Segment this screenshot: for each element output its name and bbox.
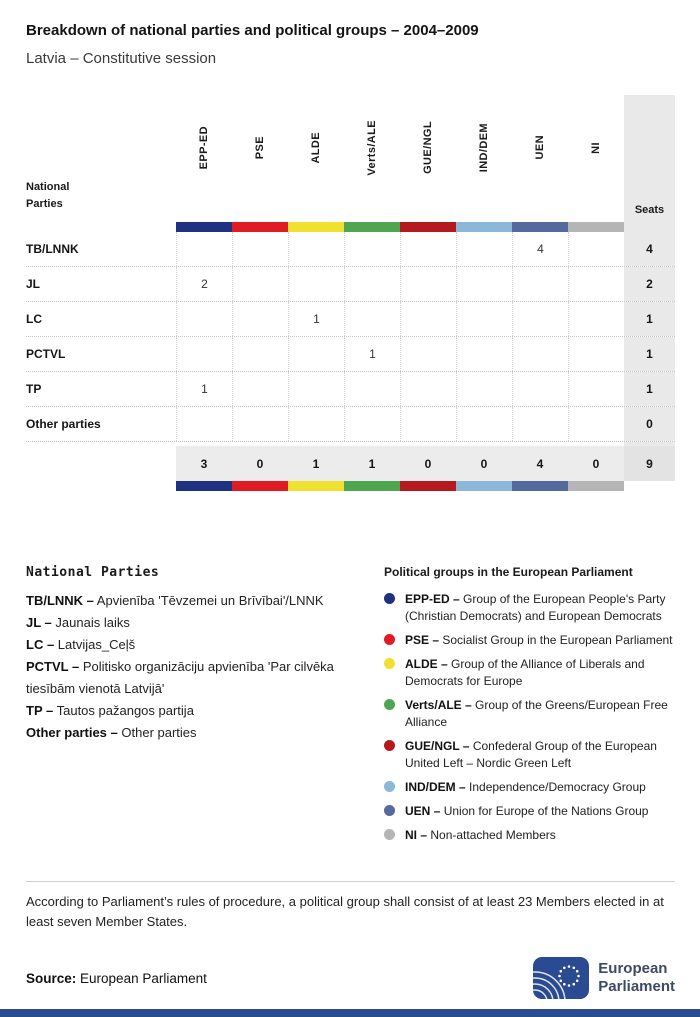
epp-ed-color-dot [384,593,395,604]
seat-cell [344,267,400,301]
page-subtitle: Latvia – Constitutive session [26,50,217,67]
national-parties-legend [26,565,384,851]
seats-total-cell: 0 [624,407,675,441]
seat-cell [456,372,512,406]
seat-cell [176,337,232,371]
seat-cell: 1 [344,337,400,371]
seat-cell [232,232,288,266]
grand-total-seats: 9 [624,446,675,481]
legend-item-jl: JL – Jaunais laiks [26,615,130,630]
seat-cell [456,302,512,336]
total-cell: 4 [512,446,568,481]
seat-cell [176,407,232,441]
column-header-ni: NI [590,141,602,154]
table-row-lc [26,302,675,337]
total-cell: 3 [176,446,232,481]
legend-item-tp: TP – Tautos pažangos partija [26,703,194,718]
seat-cell [568,337,624,371]
seat-cell [568,232,624,266]
seat-cell [400,372,456,406]
column-header-uen: UEN [534,135,546,160]
seat-cell [512,372,568,406]
seat-cell [512,267,568,301]
gue-ngl-color-dot [384,740,395,751]
party-label: Other parties [26,417,101,431]
total-cell: 1 [344,446,400,481]
seat-cell [400,302,456,336]
legend-section [26,565,675,851]
seat-cell: 1 [176,372,232,406]
party-label: LC [26,312,42,326]
table-row-tb-lnnk [26,232,675,267]
seat-cell [232,372,288,406]
column-header-pse: PSE [254,135,266,160]
table-header-row [26,95,675,222]
national-parties-legend-title: National Parties [26,565,160,580]
seat-cell [512,407,568,441]
political-groups-legend-title: Political groups in the European Parliament [384,565,633,579]
seat-cell [288,407,344,441]
seat-cell [456,232,512,266]
legend-item-verts-ale: Verts/ALE – Group of the Greens/European Free Alliance [384,697,675,731]
legend-item-alde: ALDE – Group of the Alliance of Liberals and Democrats for Europe [384,656,675,690]
color-bar-alde [288,222,344,232]
seat-cell: 1 [288,302,344,336]
legend-item-ni: NI – Non-attached Members [384,827,675,844]
legend-item-pctvl: PCTVL – Politisko organizāciju apvienība 'Par cilvēka tiesībām vienotā Latvijā' [26,659,334,696]
table-row-tp [26,372,675,407]
total-cell: 0 [456,446,512,481]
table-row-other-parties [26,407,675,442]
color-bar-bottom-gue-ngl [400,481,456,491]
seat-cell [232,267,288,301]
color-bar-gue-ngl [400,222,456,232]
seats-total-cell: 1 [624,302,675,336]
legend-item-ind-dem: IND/DEM – Independence/Democracy Group [384,779,675,796]
legend-item-other-parties: Other parties – Other parties [26,725,197,740]
seat-cell [568,302,624,336]
seats-column-header: Seats [624,95,675,222]
uen-color-dot [384,805,395,816]
seat-cell [176,302,232,336]
seat-cell [400,407,456,441]
legend-item-tb-lnnk: TB/LNNK – Apvienība 'Tēvzemei un Brīvībai'/LNNK [26,593,324,608]
color-bar-uen [512,222,568,232]
legend-item-uen: UEN – Union for Europe of the Nations Group [384,803,675,820]
seat-cell [232,337,288,371]
party-label: JL [26,277,41,291]
legend-item-gue-ngl: GUE/NGL – Confederal Group of the European United Left – Nordic Green Left [384,738,675,772]
alde-color-dot [384,658,395,669]
seat-cell [456,407,512,441]
group-color-bars-top [26,222,675,232]
row-header-line1: National [26,180,70,193]
seat-cell [288,267,344,301]
seat-cell [232,407,288,441]
seat-cell [400,337,456,371]
row-header-line2: Parties [26,198,63,211]
european-parliament-logo [533,957,675,999]
seat-cell [400,267,456,301]
color-bar-bottom-ind-dem [456,481,512,491]
divider [26,881,675,882]
seats-total-cell: 1 [624,372,675,406]
seat-cell [456,337,512,371]
column-header-verts-ale: Verts/ALE [366,119,378,176]
color-bar-bottom-ni [568,481,624,491]
seat-cell [288,232,344,266]
seat-cell: 4 [512,232,568,266]
row-header-label [26,95,176,222]
verts-ale-color-dot [384,699,395,710]
legend-item-lc: LC – Latvijas_Ceļš [26,637,136,652]
bottom-accent-bar [0,1009,700,1017]
seat-cell [400,232,456,266]
color-bar-bottom-epp-ed [176,481,232,491]
party-label: PCTVL [26,347,66,361]
color-bar-bottom-pse [232,481,288,491]
seat-cell [344,407,400,441]
table-row-jl [26,267,675,302]
legend-item-pse: PSE – Socialist Group in the European Parliament [384,632,675,649]
page-title: Breakdown of national parties and political groups – 2004–2009 [26,22,479,39]
color-bar-epp-ed [176,222,232,232]
seats-total-cell: 1 [624,337,675,371]
total-cell: 0 [568,446,624,481]
column-header-epp-ed: EPP-ED [198,125,210,170]
seat-cell [344,232,400,266]
group-color-bars-bottom [26,481,675,491]
total-cell: 0 [400,446,456,481]
color-bar-ni [568,222,624,232]
seat-cell [344,372,400,406]
ep-logo-wordmark: European Parliament [598,960,675,995]
seats-table [26,95,675,491]
legend-item-epp-ed: EPP-ED – Group of the European People's Party (Christian Democrats) and European Democrats [384,591,675,625]
color-bar-verts-ale [344,222,400,232]
seat-cell [288,372,344,406]
seat-cell [568,267,624,301]
total-cell: 0 [232,446,288,481]
column-header-ind-dem: IND/DEM [478,122,490,173]
ind-dem-color-dot [384,781,395,792]
seat-cell [568,372,624,406]
seat-cell [288,337,344,371]
table-row-pctvl [26,337,675,372]
seat-cell [344,302,400,336]
totals-row [26,446,675,481]
column-header-alde: ALDE [310,131,322,164]
seat-cell [512,302,568,336]
seats-total-cell: 4 [624,232,675,266]
political-groups-legend [384,565,675,851]
seat-cell [512,337,568,371]
pse-color-dot [384,634,395,645]
color-bar-bottom-verts-ale [344,481,400,491]
seat-cell [568,407,624,441]
party-label: TB/LNNK [26,242,79,256]
procedure-note: According to Parliament’s rules of procedure, a political group shall consist of at least 23 Members elected in at least seven Member States. [26,894,664,930]
color-bar-ind-dem [456,222,512,232]
color-bar-bottom-alde [288,481,344,491]
color-bar-pse [232,222,288,232]
total-cell: 1 [288,446,344,481]
seats-total-cell: 2 [624,267,675,301]
party-label: TP [26,382,42,396]
seat-cell [232,302,288,336]
ni-color-dot [384,829,395,840]
source-text: Source: European Parliament [26,970,207,986]
seat-cell: 2 [176,267,232,301]
column-header-gue-ngl: GUE/NGL [422,121,434,174]
seat-cell [176,232,232,266]
color-bar-bottom-uen [512,481,568,491]
source-row [26,957,675,999]
seat-cell [456,267,512,301]
ep-logo-mark [533,957,589,999]
